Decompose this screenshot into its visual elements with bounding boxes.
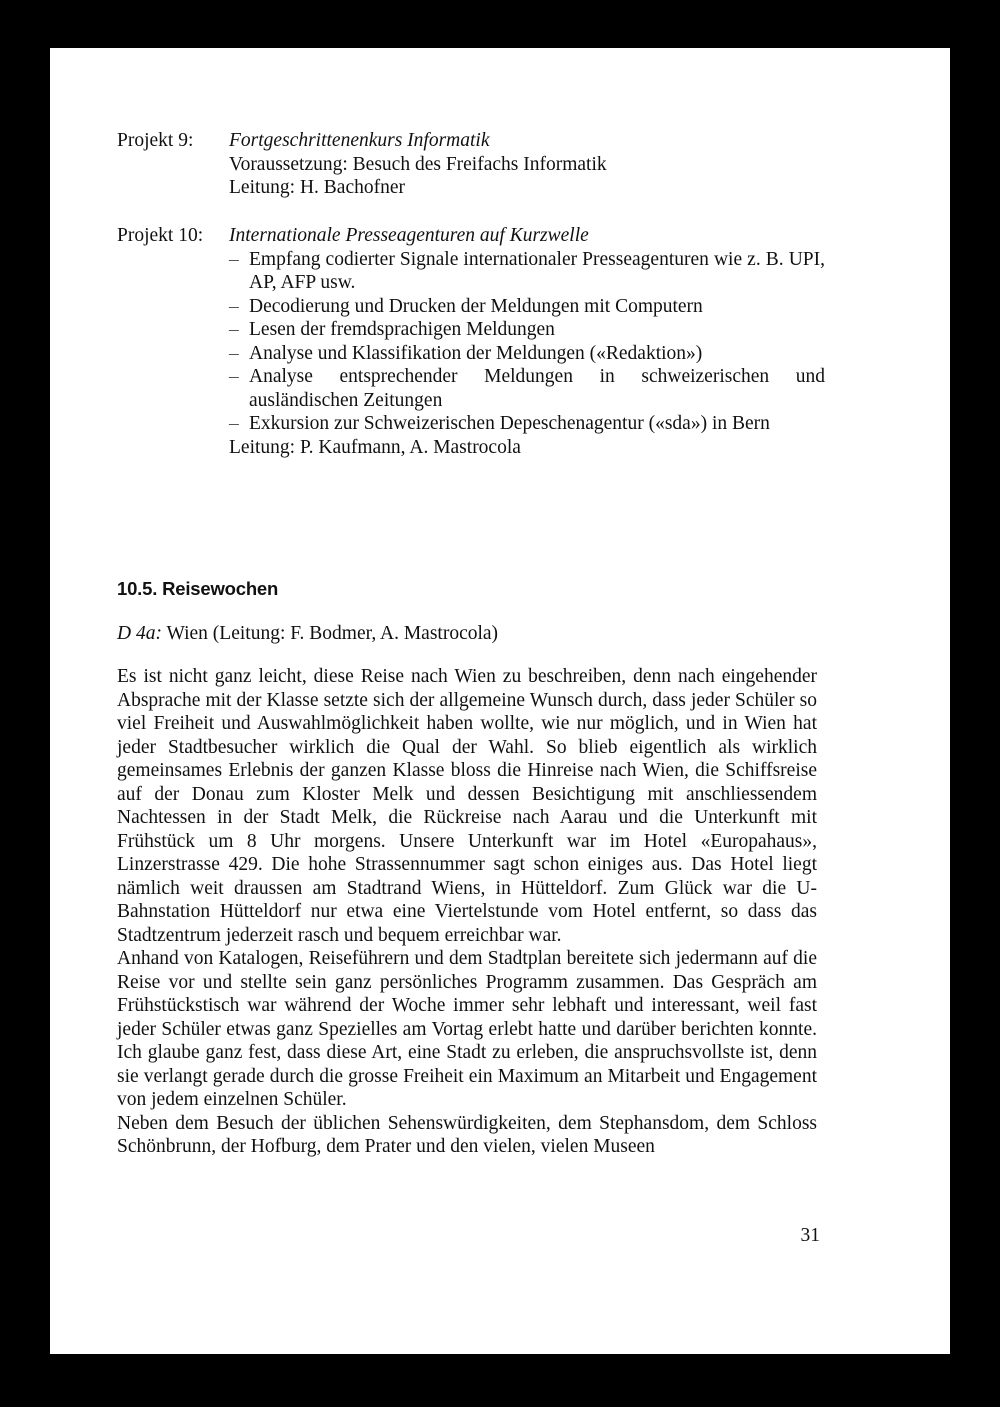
paragraph: Es ist nicht ganz leicht, diese Reise nach Wien zu beschreiben, denn nach eingehender Absprache mit der Klasse setzte sich der allgemeine Wunsch durch, dass jeder Schüler so viel Freiheit und Auswahlmöglichkeit haben wollte, wie nur möglich, und in Wien hat jeder Stadtbesucher wirklich die Qual der Wahl. So blieb eigentlich als wirklich gemeinsames Erlebnis der ganzen Klasse bloss die Hinreise nach Wien, die Schiffsreise auf der Donau zum Kloster Melk und dessen Besichtigung mit anschliessendem Nachtessen in der Stadt Melk, die Rückreise nach Aarau und die Unterkunft mit Frühstück um 8 Uhr morgens. Unsere Unterkunft war im Hotel «Europahaus», Linzerstrasse 429. Die hohe Strassennummer sagt schon einiges aus. Das Hotel liegt nämlich weit draussen am Stadtrand Wiens, in Hütteldorf. Zum Glück war die U-Bahnstation Hütteldorf nur etwa eine Viertelstunde vom Hotel entfernt, so dass das Stadtzentrum jederzeit rasch und bequem erreichbar war.	[117, 666, 817, 946]
dash-bullet-icon: –	[229, 295, 239, 317]
document-page	[50, 48, 950, 1354]
project-9-leitung: Leitung: H. Bachofner	[229, 177, 405, 198]
project-9-label: Projekt 9:	[117, 130, 194, 151]
list-item-text: Exkursion zur Schweizerischen Depeschenagentur («sda») in Bern	[249, 413, 770, 434]
list-item	[229, 412, 825, 436]
list-item-text: Lesen der fremdsprachigen Meldungen	[249, 319, 555, 340]
project-10-title: Internationale Presseagenturen auf Kurzwelle	[229, 225, 589, 246]
project-10-leitung: Leitung: P. Kaufmann, A. Mastrocola	[229, 436, 521, 458]
page-number: 31	[800, 1225, 820, 1246]
list-item	[229, 342, 825, 366]
project-9-prerequisite: Voraussetzung: Besuch des Freifachs Informatik	[229, 153, 607, 175]
list-item	[229, 248, 825, 295]
paragraph: Anhand von Katalogen, Reiseführern und dem Stadtplan bereitete sich jedermann auf die Reise vor und stellte sein ganz persönliches Programm zusammen. Das Gespräch am Frühstückstisch war während der Woche immer sehr lebhaft und interessant, weil fast jeder Schüler etwas ganz Spezielles am Vortag erlebt hatte und darüber berichten konnte. Ich glaube ganz fest, dass diese Art, eine Stadt zu erleben, die anspruchsvollste ist, denn sie verlangt gerade durch die grosse Freiheit ein Maximum an Mitarbeit und Engagement von jedem einzelnen Schüler.	[117, 948, 817, 1110]
class-info: Wien (Leitung: F. Bodmer, A. Mastrocola)	[166, 623, 499, 644]
dash-bullet-icon: –	[229, 342, 239, 364]
dash-bullet-icon: –	[229, 413, 239, 434]
list-item	[229, 318, 825, 342]
paragraph: Neben dem Besuch der üblichen Sehenswürdigkeiten, dem Stephansdom, dem Schloss Schönbrunn, der Hofburg, dem Prater und den vielen, vielen Museen	[117, 1112, 817, 1157]
list-item-text: Empfang codierter Signale internationaler Presseagenturen wie z. B. UPI, AP, AFP usw.	[249, 248, 825, 293]
dash-bullet-icon: –	[229, 319, 239, 340]
section-heading: 10.5. Reisewochen	[117, 578, 279, 599]
project-9-body	[229, 129, 825, 200]
list-item-text: Analyse entsprechender Meldungen in schweizerischen und ausländischen Zeitungen	[249, 366, 825, 411]
list-item	[229, 295, 825, 319]
project-10-label: Projekt 10:	[117, 225, 204, 246]
report-body	[117, 665, 817, 1159]
list-item	[229, 365, 825, 412]
list-item-text: Analyse und Klassifikation der Meldungen («Redaktion»)	[249, 342, 703, 364]
dash-bullet-icon: –	[229, 366, 239, 387]
list-item-text: Decodierung und Drucken der Meldungen mit Computern	[249, 295, 703, 317]
class-subheading	[117, 622, 498, 646]
project-10-bullet-list	[229, 248, 825, 436]
class-code: D 4a:	[117, 623, 162, 644]
dash-bullet-icon: –	[229, 248, 239, 270]
project-10-body	[229, 224, 825, 459]
project-9-title: Fortgeschrittenenkurs Informatik	[229, 130, 490, 151]
